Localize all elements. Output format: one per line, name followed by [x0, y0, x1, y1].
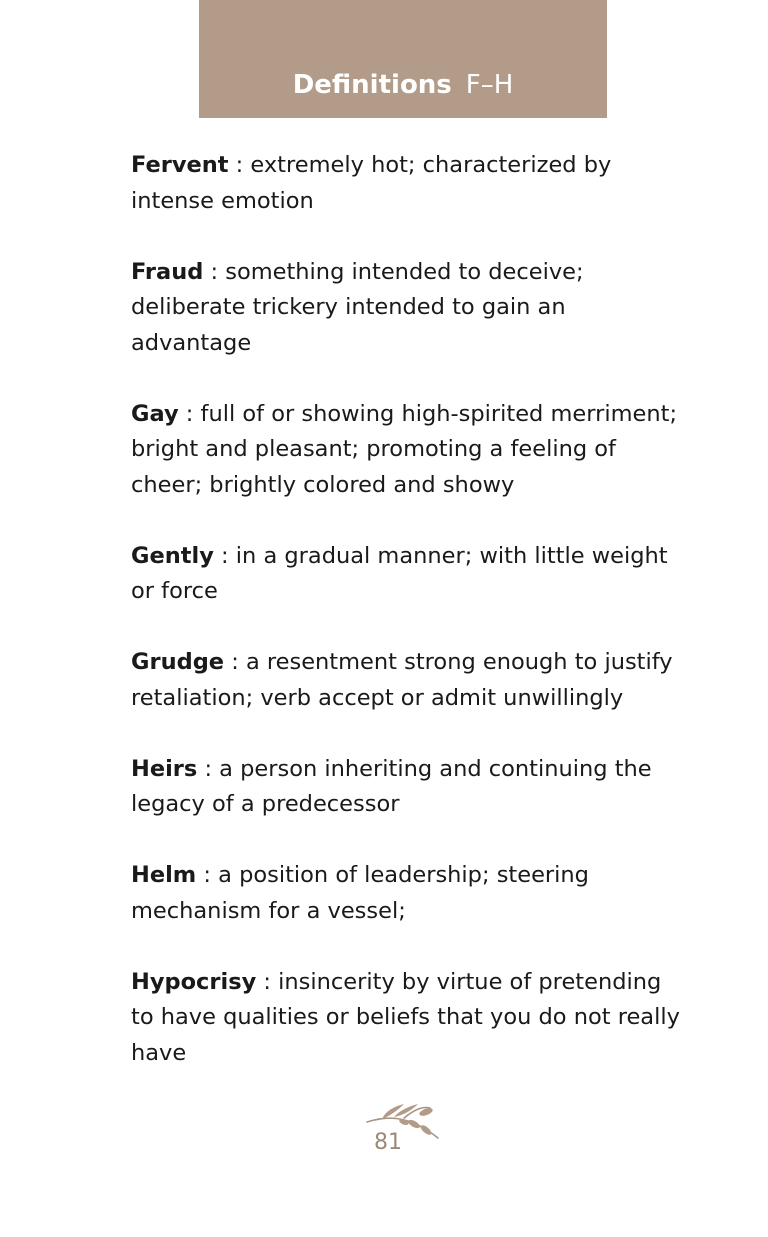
definition-term: Gay: [131, 400, 179, 427]
definition-term: Fraud: [131, 258, 204, 285]
definition-term: Hypocrisy: [131, 968, 257, 995]
section-title: Definitions: [292, 70, 452, 100]
definition-text: : a resentment strong enough to justify retaliation; verb accept or admit unwillingly: [131, 649, 673, 711]
definition-term: Grudge: [131, 649, 225, 675]
page-footer: [0, 1100, 768, 1170]
definition-entry: [131, 858, 681, 929]
definition-entry: [131, 965, 681, 1072]
definition-term: Gently: [131, 542, 214, 569]
definition-text: : insincerity by virtue of pretending to have qualities or beliefs that you do not really have: [131, 968, 680, 1066]
definition-entry: [131, 148, 681, 219]
definition-term: Heirs: [131, 755, 198, 782]
definition-text: : a person inheriting and continuing the legacy of a predecessor: [131, 755, 652, 817]
definitions-list: [131, 148, 681, 1107]
section-range: F–H: [465, 70, 514, 100]
definition-text: : full of or showing high-spirited merriment; bright and pleasant; promoting a feeling of cheer; brightly colored and showy: [131, 400, 678, 498]
definition-term: Helm: [131, 862, 197, 888]
section-header: [199, 0, 607, 118]
definition-term: Fervent: [131, 152, 229, 178]
definition-entry: [131, 255, 681, 362]
definition-entry: [131, 752, 681, 823]
definition-entry: [131, 645, 681, 716]
definition-text: : a position of leadership; steering mechanism for a vessel;: [131, 862, 589, 924]
page-number: 81: [374, 1130, 402, 1155]
definition-entry: [131, 397, 681, 504]
definition-text: : extremely hot; characterized by intense emotion: [131, 152, 612, 214]
definition-text: : in a gradual manner; with little weight or force: [131, 542, 668, 604]
definition-text: : something intended to deceive; deliberate trickery intended to gain an advantage: [131, 258, 584, 356]
definition-entry: [131, 539, 681, 610]
